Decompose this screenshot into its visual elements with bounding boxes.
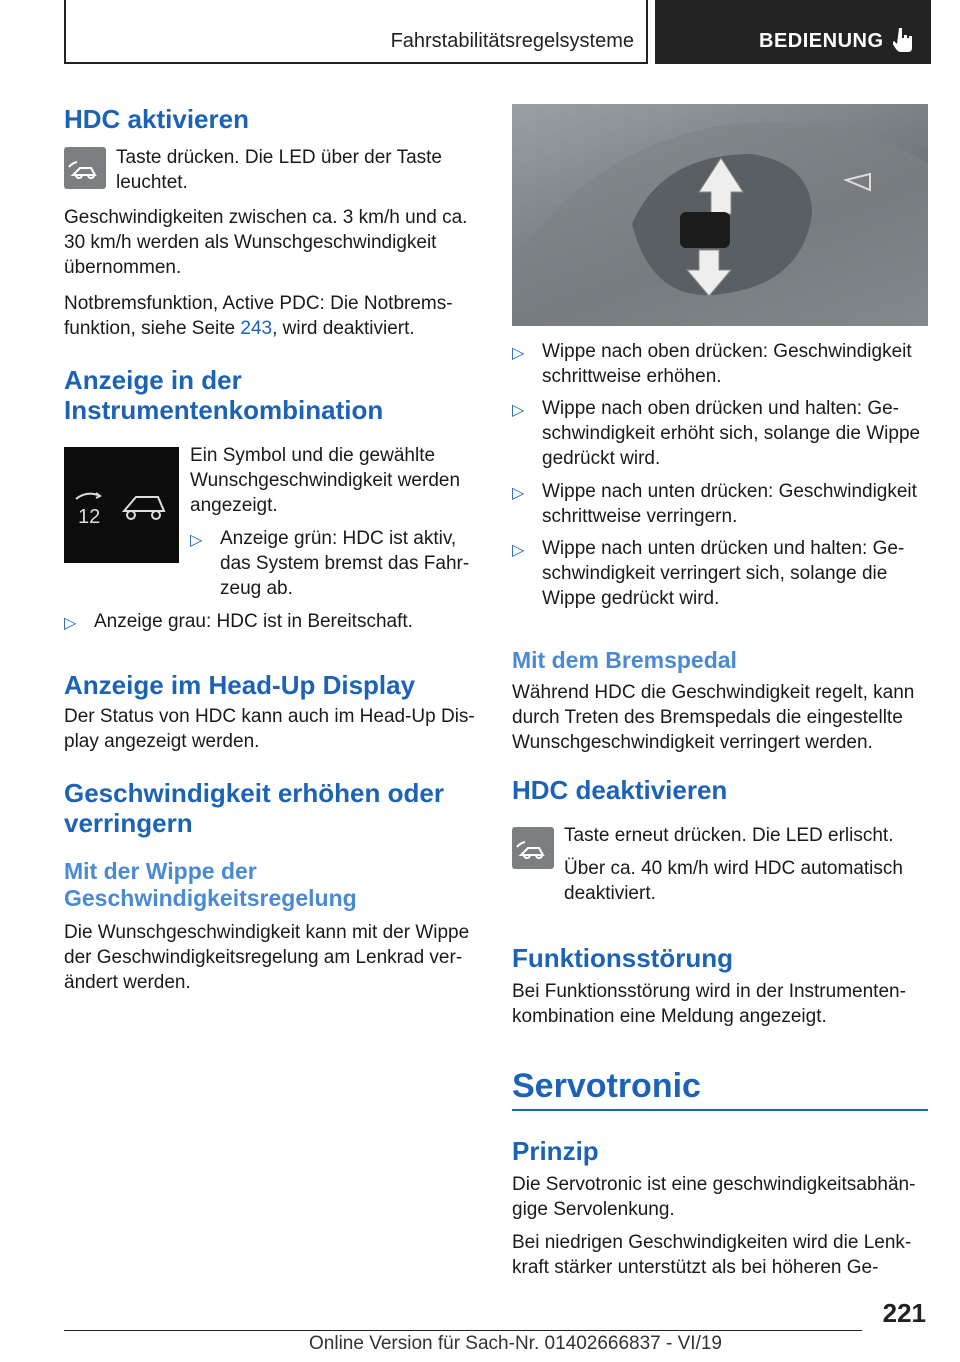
heading-anzeige-instrumentenkombination: Anzeige in der Instrumentenkombination xyxy=(64,365,384,425)
header-chapter-box xyxy=(655,0,931,64)
footer-divider xyxy=(64,1330,862,1331)
hdc-off-text-2: Über ca. 40 km/h wird HDC automatisch deaktiviert. xyxy=(564,858,903,904)
heading-hdc-deaktivieren: HDC deaktivieren xyxy=(512,775,728,805)
prinzip-text-2: Bei niedrigen Geschwindigkeiten wird die Lenk-kraft stärker unterstützt als bei höheren Ge- xyxy=(512,1232,912,1278)
left-column xyxy=(64,104,480,134)
bullet-triangle-icon: ▷ xyxy=(64,615,77,632)
hdc-on-text-1: Taste drücken. Die LED über der Taste leuchtet. xyxy=(116,147,442,193)
hud-text: Der Status von HDC kann auch im Head-Up Dis-play angezeigt werden. xyxy=(64,706,475,752)
hdc-button-icon xyxy=(64,147,106,189)
footer-online-version: Online Version für Sach-Nr. 01402666837 - VI/19 xyxy=(309,1333,722,1354)
prinzip-text-1: Die Servotronic ist eine geschwindigkeitsabhän-gige Servolenkung. xyxy=(512,1174,916,1220)
steering-wheel-rocker-image xyxy=(512,104,928,326)
bullet-triangle-icon: ▷ xyxy=(512,485,525,502)
anzeige-text: Ein Symbol und die gewählte Wunschgeschwindigkeit werden angezeigt. xyxy=(190,445,461,516)
hdc-on-text-3: Notbremsfunktion, Active PDC: Die Notbrems-funktion, siehe Seite 243, wird deaktiviert. xyxy=(64,293,453,339)
bullet-wippe-1: ▷ Wippe nach oben drücken: Geschwindigkeit schrittweise erhöhen. xyxy=(512,341,912,387)
hdc-on-text-2: Geschwindigkeiten zwischen ca. 3 km/h und ca. 30 km/h werden als Wunschgeschwindigkeit übernommen. xyxy=(64,207,468,278)
heading-hdc-aktivieren: HDC aktivieren xyxy=(64,104,249,134)
cluster-display-image xyxy=(64,447,179,563)
header-section-title: Fahrstabilitätsregelsysteme xyxy=(390,30,634,52)
heading-wippe: Mit der Wippe der Geschwindigkeitsregelung xyxy=(64,858,357,911)
cluster-speed-value: 12 xyxy=(78,506,101,528)
hdc-button-icon xyxy=(512,827,554,869)
bullet-wippe-3: ▷ Wippe nach unten drücken: Geschwindigkeit schrittweise verringern. xyxy=(512,481,917,527)
bullet-triangle-icon: ▷ xyxy=(190,532,203,549)
bullet-wippe-2: ▷ Wippe nach oben drücken und halten: Ge-schwindigkeit erhöht sich, solange die Wippe gedrückt wird. xyxy=(512,398,921,469)
page-number: 221 xyxy=(882,1298,926,1328)
heading-prinzip: Prinzip xyxy=(512,1136,599,1166)
header-section-box xyxy=(64,0,648,64)
page-link-243[interactable]: 243 xyxy=(240,318,273,339)
heading-geschwindigkeit: Geschwindigkeit erhöhen oder verringern xyxy=(64,778,444,838)
hdc-off-text-1: Taste erneut drücken. Die LED erlischt. xyxy=(564,825,894,846)
heading-servotronic: Servotronic xyxy=(512,1067,701,1105)
stoer-text: Bei Funktionsstörung wird in der Instrumenten-kombination eine Meldung angezeigt. xyxy=(512,981,906,1027)
heading-head-up-display: Anzeige im Head-Up Display xyxy=(64,670,416,700)
bullet-anzeige-gruen: ▷ Anzeige grün: HDC ist aktiv, das System bremst das Fahr-zeug ab. xyxy=(190,528,470,599)
section-divider xyxy=(512,1109,928,1111)
hand-pointer-icon xyxy=(893,26,915,52)
wippe-text: Die Wunschgeschwindigkeit kann mit der Wippe der Geschwindigkeitsregelung am Lenkrad ver-ändert werden. xyxy=(64,922,470,993)
bullet-triangle-icon: ▷ xyxy=(512,345,525,362)
bullet-wippe-4: ▷ Wippe nach unten drücken und halten: Ge-schwindigkeit verringert sich, solange die Wippe gedrückt wird. xyxy=(512,538,905,609)
header-chapter-title: BEDIENUNG xyxy=(759,30,884,52)
bullet-triangle-icon: ▷ xyxy=(512,402,525,419)
brems-text: Während HDC die Geschwindigkeit regelt, kann durch Treten des Bremspedals die eingestellte Wunschgeschwindigkeit verringert werden. xyxy=(512,682,915,753)
heading-bremspedal: Mit dem Bremspedal xyxy=(512,647,737,673)
bullet-anzeige-grau: ▷ Anzeige grau: HDC ist in Bereitschaft. xyxy=(64,609,480,634)
bullet-triangle-icon: ▷ xyxy=(512,542,525,559)
heading-funktionsstoerung: Funktionsstörung xyxy=(512,943,733,973)
